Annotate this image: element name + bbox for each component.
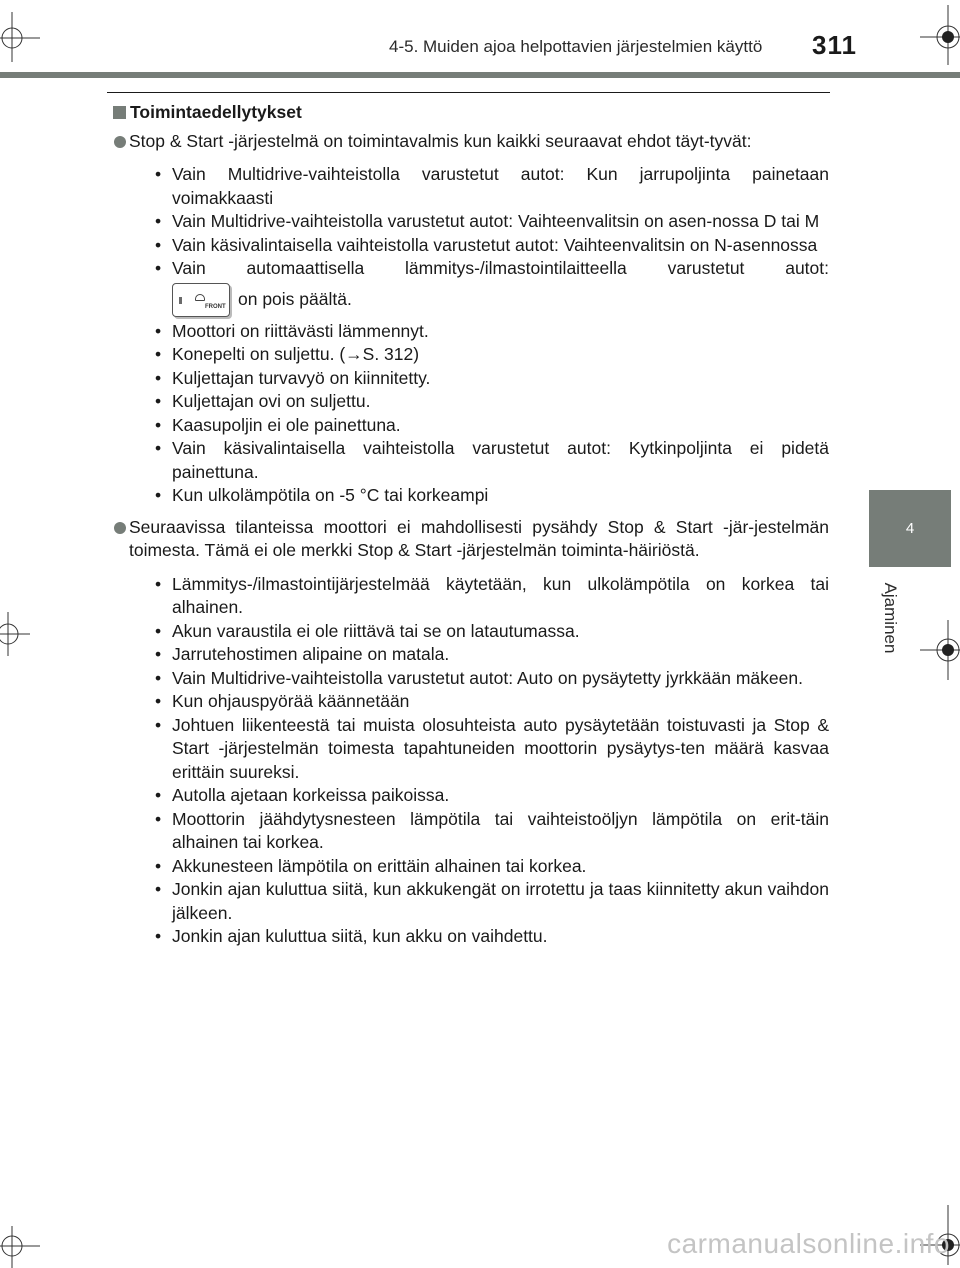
- section-heading-text: Toimintaedellytykset: [130, 102, 302, 122]
- header-rule: [0, 72, 960, 78]
- page-number: 311: [812, 30, 857, 60]
- section-title: 4-5. Muiden ajoa helpottavien järjestelmien käyttö: [389, 37, 763, 56]
- circle-bullet-icon: [114, 136, 126, 148]
- crop-mark-top-right: [920, 5, 960, 65]
- list-item: • Vain käsivalintaisella vaihteistolla varustetut autot: Kytkinpoljinta ei pidetä painettuna.: [155, 437, 829, 484]
- list-item: • Kun ulkolämpötila on -5 °C tai korkeampi: [155, 484, 829, 508]
- chapter-label-text: Ajaminen: [881, 582, 900, 654]
- crop-mark-mid-right: [920, 620, 960, 680]
- paragraph-text: Stop & Start -järjestelmä on toimintavalmis kun kaikki seuraavat ehdot täyt-tyvät:: [129, 130, 752, 151]
- chapter-label: [870, 573, 910, 663]
- heading-square-icon: [113, 106, 126, 119]
- chapter-tab: [869, 490, 951, 567]
- list-item: • Kun ohjauspyörää käännetään: [155, 690, 829, 714]
- circle-bullet-icon: [114, 522, 126, 534]
- crop-mark-top-left: [0, 12, 40, 62]
- section-heading: [113, 101, 829, 125]
- list-item: • Vain Multidrive-vaihteistolla varustetut autot: Vaihteenvalitsin on asen-nossa D tai M: [155, 210, 829, 234]
- main-content: [113, 101, 829, 957]
- list-item: • Vain Multidrive-vaihteistolla varustetut autot: Auto on pysäytetty jyrkkään mäkeen.: [155, 667, 829, 691]
- list-item: • Jarrutehostimen alipaine on matala.: [155, 643, 829, 667]
- list-item-continuation: [155, 283, 829, 317]
- list-item: • Vain Multidrive-vaihteistolla varustetut autot: Kun jarrupoljinta painetaan voimakkaasti: [155, 163, 829, 210]
- list-item: • Jonkin ajan kuluttua siitä, kun akkukengät on irrotettu ja taas kiinnitetty akun vaihdon jälkeen.: [155, 878, 829, 925]
- list-item: • Lämmitys-/ilmastointijärjestelmää käytetään, kun ulkolämpötila on korkea tai alhainen.: [155, 573, 829, 620]
- list-item: • Moottori on riittävästi lämmennyt.: [155, 320, 829, 344]
- list-item: • Akkunesteen lämpötila on erittäin alhainen tai korkea.: [155, 855, 829, 879]
- content-rule: [107, 92, 830, 93]
- windshield-icon: [195, 294, 205, 301]
- list-item: • Kuljettajan ovi on suljettu.: [155, 390, 829, 414]
- icon-suffix-text: on pois päältä.: [238, 288, 352, 309]
- situations-list: [113, 573, 829, 949]
- list-item: • Vain käsivalintaisella vaihteistolla varustetut autot: Vaihteenvalitsin on N-asennossa: [155, 234, 829, 258]
- list-item: • Autolla ajetaan korkeissa paikoissa.: [155, 784, 829, 808]
- watermark: carmanualsonline.info: [667, 1228, 950, 1259]
- list-item: • Konepelti on suljettu. (→S. 312): [155, 343, 829, 367]
- paragraph-text: Seuraavissa tilanteissa moottori ei mahdollisesti pysähdy Stop & Start -jär-jestelmän toimesta. Tämä ei ole merkki Stop & Start -järjestelmän toiminta-häiriöstä.: [129, 516, 829, 560]
- list-item: • Jonkin ajan kuluttua siitä, kun akku on vaihdettu.: [155, 925, 829, 949]
- front-defroster-button-icon: [172, 283, 230, 317]
- paragraph-conditions: [113, 130, 829, 154]
- list-item: [155, 257, 829, 281]
- paragraph-situations: [113, 516, 829, 563]
- list-item: • Moottorin jäähdytysnesteen lämpötila tai vaihteistoöljyn lämpötila on erit-täin alhainen tai korkea.: [155, 808, 829, 855]
- list-item: • Kaasupoljin ei ole painettuna.: [155, 414, 829, 438]
- list-item: • Kuljettajan turvavyö on kiinnitetty.: [155, 367, 829, 391]
- indicator-light-icon: [179, 297, 182, 304]
- crop-mark-mid-left: [0, 612, 30, 656]
- crop-mark-bottom-left: [0, 1226, 40, 1268]
- front-label: FRONT: [205, 303, 226, 310]
- list-item: • Johtuen liikenteestä tai muista olosuhteista auto pysäytetään toistuvasti ja Stop & Start -järjestelmän toimesta tapahtuneiden moottorin pysäytys-ten määrä kasvaa erittäin suureksi.: [155, 714, 829, 785]
- list-item: • Akun varaustila ei ole riittävä tai se on latautumassa.: [155, 620, 829, 644]
- list-item-text: Vain automaattisella lämmitys-/ilmastointilaitteella varustetut autot:: [172, 258, 829, 278]
- conditions-list: [113, 163, 829, 508]
- chapter-number: 4: [905, 520, 915, 537]
